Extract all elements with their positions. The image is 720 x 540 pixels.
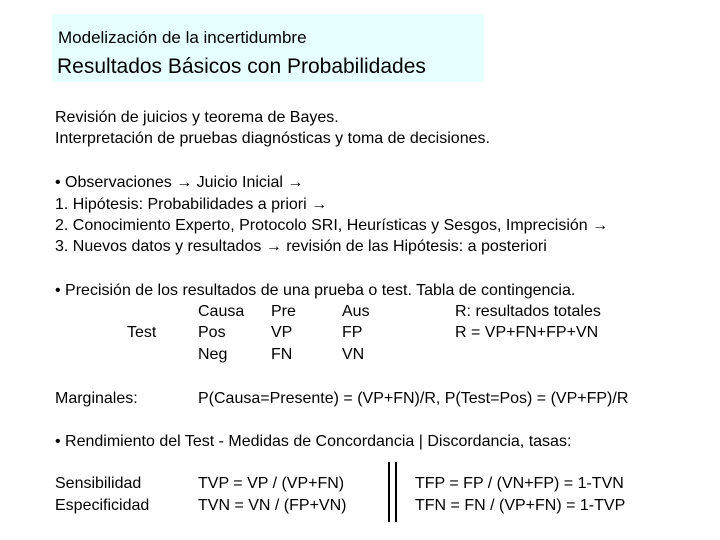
r-note-formula: R = VP+FN+FP+VN — [455, 324, 599, 341]
marginales-label: Marginales: — [55, 390, 138, 407]
table-test-label: Test — [127, 324, 157, 341]
table-causa-label: Causa — [198, 303, 245, 320]
table-pre-header: Pre — [271, 303, 296, 320]
slide-subtitle: Modelización de la incertidumbre — [58, 28, 307, 47]
slide-title: Resultados Básicos con Probabilidades — [57, 55, 426, 78]
table-cell-vp: VP — [271, 324, 293, 341]
intro-line-1: Revisión de juicios y teorema de Bayes. — [55, 109, 339, 126]
tvp-formula: TVP = VP / (VP+FN) — [198, 475, 345, 492]
observations-line-4: 3. Nuevos datos y resultados → revisión de las Hipótesis: a posteriori — [55, 238, 547, 255]
table-pos-label: Pos — [198, 324, 226, 341]
especificidad-label: Especificidad — [55, 497, 150, 514]
tfp-formula: TFP = FP / (VN+FP) = 1-TVN — [415, 475, 624, 492]
rendimiento-heading: • Rendimiento del Test - Medidas de Concordancia | Discordancia, tasas: — [55, 433, 572, 450]
observations-line-3: 2. Conocimiento Experto, Protocolo SRI, Heurísticas y Sesgos, Imprecisión → — [55, 217, 609, 234]
table-aus-header: Aus — [342, 303, 370, 320]
separator-line-right — [395, 462, 397, 522]
observations-line-2: 1. Hipótesis: Probabilidades a priori → — [55, 196, 328, 213]
observations-line-1: • Observaciones → Juicio Inicial → — [55, 174, 304, 191]
tvn-formula: TVN = VN / (FP+VN) — [198, 497, 347, 514]
intro-line-2: Interpretación de pruebas diagnósticas y toma de decisiones. — [55, 130, 490, 147]
sensibilidad-label: Sensibilidad — [55, 475, 142, 492]
marginales-formula: P(Causa=Presente) = (VP+FN)/R, P(Test=Pos) = (VP+FP)/R — [198, 390, 629, 407]
tfn-formula: TFN = FN / (VP+FN) = 1-TVP — [415, 497, 626, 514]
table-cell-fp: FP — [342, 324, 363, 341]
table-neg-label: Neg — [198, 346, 228, 363]
precision-heading: • Precisión de los resultados de una prueba o test. Tabla de contingencia. — [55, 282, 576, 299]
separator-line-left — [388, 462, 390, 522]
table-cell-vn: VN — [342, 346, 365, 363]
r-note-totals: R: resultados totales — [455, 303, 601, 320]
table-cell-fn: FN — [271, 346, 293, 363]
